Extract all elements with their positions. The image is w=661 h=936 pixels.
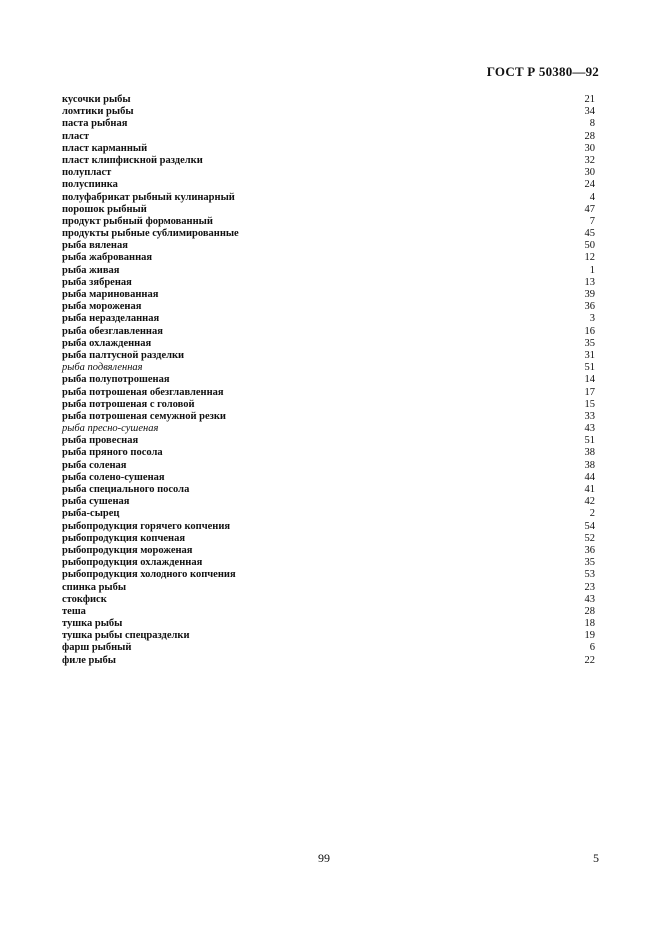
index-term: рыба сушеная <box>62 496 130 508</box>
index-row <box>62 411 595 423</box>
index-term: теша <box>62 605 86 617</box>
index-page-ref: 36 <box>584 301 595 313</box>
index-page-ref: 3 <box>589 313 595 325</box>
index-page-ref: 21 <box>584 94 595 105</box>
index-term: рыба подвяленная <box>62 362 143 374</box>
index-term: филе рыбы <box>62 654 116 666</box>
index-page-ref: 45 <box>584 228 595 240</box>
index-page-ref: 17 <box>584 386 595 398</box>
index-term: кусочки рыбы <box>62 94 131 105</box>
index-row <box>62 313 595 325</box>
index-term: рыба вяленая <box>62 240 128 252</box>
index-page-ref: 15 <box>584 398 595 410</box>
index-row <box>62 460 595 472</box>
index-term: рыба полупотрошеная <box>62 374 170 386</box>
index-row <box>62 289 595 301</box>
index-term: рыба маринованная <box>62 289 159 300</box>
index-page-ref: 31 <box>584 349 595 361</box>
index-page-ref: 8 <box>589 118 595 130</box>
index-row <box>62 216 595 228</box>
index-row <box>62 472 595 484</box>
index-term: рыба провесная <box>62 435 139 447</box>
index-page-ref: 19 <box>584 630 595 642</box>
index-page-ref: 51 <box>584 362 595 374</box>
index-page-ref: 53 <box>584 569 595 581</box>
index-page-ref: 36 <box>584 544 595 556</box>
index-page-ref: 35 <box>584 337 595 349</box>
index-page-ref: 50 <box>584 240 595 252</box>
index-row <box>62 265 595 277</box>
index-term: рыба потрошеная с головой <box>62 398 195 410</box>
index-row <box>62 228 595 240</box>
index-row <box>62 106 595 118</box>
index-term: рыбопродукция холодного копчения <box>62 569 236 581</box>
index-row <box>62 557 595 569</box>
index-row <box>62 204 595 216</box>
index-row <box>62 630 595 642</box>
index-page-ref: 43 <box>584 593 595 605</box>
index-row <box>62 655 595 667</box>
index-term: рыба солено-сушеная <box>62 471 165 483</box>
index-row <box>62 594 595 606</box>
index-row <box>62 155 595 167</box>
index-row <box>62 545 595 557</box>
index-row <box>62 642 595 654</box>
index-term: спинка рыбы <box>62 581 127 593</box>
index-page-ref: 51 <box>584 435 595 447</box>
index-term: стокфиск <box>62 593 107 605</box>
index-page-ref: 30 <box>584 142 595 154</box>
index-term: рыба палтусной разделки <box>62 349 185 361</box>
index-term: продукты рыбные сублимированные <box>62 228 239 240</box>
index-row <box>62 508 595 520</box>
index-term: рыбопродукция мороженая <box>62 544 193 556</box>
index-row <box>62 350 595 362</box>
index-row <box>62 240 595 252</box>
index-page-ref: 1 <box>589 264 595 276</box>
index-term: рыба пряного посола <box>62 447 163 459</box>
index-term: рыба потрошеная семужной резки <box>62 410 226 422</box>
index-term: рыба обезглавленная <box>62 325 163 337</box>
index-row <box>62 192 595 204</box>
index-term: рыба жаброванная <box>62 252 153 264</box>
index-row <box>62 521 595 533</box>
index-page-ref: 47 <box>584 203 595 215</box>
index-term: рыба охлажденная <box>62 337 152 349</box>
sheet-number: 5 <box>593 851 599 865</box>
index-row <box>62 496 595 508</box>
index-page-ref: 34 <box>584 106 595 118</box>
index-page-ref: 2 <box>589 508 595 520</box>
index-row <box>62 131 595 143</box>
index-row <box>62 252 595 264</box>
index-term: рыба живая <box>62 264 120 276</box>
index-term: рыба-сырец <box>62 508 120 520</box>
index-page-ref: 14 <box>584 374 595 386</box>
index-row <box>62 338 595 350</box>
index-row <box>62 533 595 545</box>
index-page-ref: 18 <box>584 618 595 630</box>
index-term: рыба потрошеная обезглавленная <box>62 386 224 398</box>
index-page-ref: 30 <box>584 167 595 179</box>
index-term: рыба соленая <box>62 459 127 471</box>
index-term: фарш рыбный <box>62 642 132 654</box>
index-term: рыбопродукция копченая <box>62 532 186 544</box>
term-index-list <box>62 94 595 667</box>
index-page-ref: 54 <box>584 520 595 532</box>
index-term: рыба мороженая <box>62 301 142 313</box>
index-page-ref: 28 <box>584 605 595 617</box>
index-page-ref: 7 <box>589 215 595 227</box>
index-row <box>62 301 595 313</box>
index-term: рыбопродукция охлажденная <box>62 557 203 569</box>
index-term: паста рыбная <box>62 118 128 130</box>
index-term: пласт клипфискной разделки <box>62 154 203 166</box>
index-page-ref: 42 <box>584 496 595 508</box>
index-page-ref: 6 <box>589 642 595 654</box>
index-row <box>62 179 595 191</box>
index-page-ref: 23 <box>584 581 595 593</box>
index-term: полупласт <box>62 167 112 179</box>
index-row <box>62 374 595 386</box>
index-row <box>62 143 595 155</box>
index-term: полуспинка <box>62 179 118 191</box>
index-row <box>62 362 595 374</box>
index-page-ref: 43 <box>584 423 595 435</box>
index-term: рыба неразделанная <box>62 313 160 325</box>
index-row <box>62 167 595 179</box>
index-term: рыба зябреная <box>62 276 132 288</box>
index-page-ref: 13 <box>584 276 595 288</box>
index-term: рыбопродукция горячего копчения <box>62 520 231 532</box>
index-row <box>62 435 595 447</box>
index-row <box>62 277 595 289</box>
index-term: ломтики рыбы <box>62 106 134 118</box>
index-page-ref: 39 <box>584 289 595 300</box>
index-page-ref: 28 <box>584 130 595 142</box>
index-page-ref: 16 <box>584 325 595 337</box>
index-page-ref: 32 <box>584 154 595 166</box>
index-term: рыба специального посола <box>62 484 190 495</box>
index-row <box>62 326 595 338</box>
index-term: пласт карманный <box>62 142 148 154</box>
document-code: ГОСТ Р 50380—92 <box>486 64 599 79</box>
index-row <box>62 618 595 630</box>
index-page-ref: 44 <box>584 471 595 483</box>
index-term: порошок рыбный <box>62 203 147 215</box>
index-page-ref: 4 <box>589 191 595 203</box>
index-row <box>62 447 595 459</box>
index-page-ref: 24 <box>584 179 595 191</box>
index-term: тушка рыбы спецразделки <box>62 630 190 642</box>
index-page-ref: 38 <box>584 459 595 471</box>
index-term: полуфабрикат рыбный кулинарный <box>62 191 235 203</box>
index-page-ref: 33 <box>584 410 595 422</box>
index-term: рыба пресно-сушеная <box>62 423 159 435</box>
index-row <box>62 94 595 106</box>
index-page-ref: 22 <box>584 654 595 666</box>
index-row <box>62 569 595 581</box>
page-number: 99 <box>318 851 330 865</box>
index-page-ref: 41 <box>584 484 595 495</box>
index-row <box>62 606 595 618</box>
index-row <box>62 399 595 411</box>
index-term: пласт <box>62 130 90 142</box>
index-page-ref: 35 <box>584 557 595 569</box>
index-term: продукт рыбный формованный <box>62 215 213 227</box>
index-row <box>62 118 595 130</box>
index-page-ref: 38 <box>584 447 595 459</box>
index-row <box>62 484 595 496</box>
index-page-ref: 52 <box>584 532 595 544</box>
index-row <box>62 387 595 399</box>
index-row <box>62 582 595 594</box>
index-row <box>62 423 595 435</box>
index-page-ref: 12 <box>584 252 595 264</box>
index-term: тушка рыбы <box>62 618 123 630</box>
